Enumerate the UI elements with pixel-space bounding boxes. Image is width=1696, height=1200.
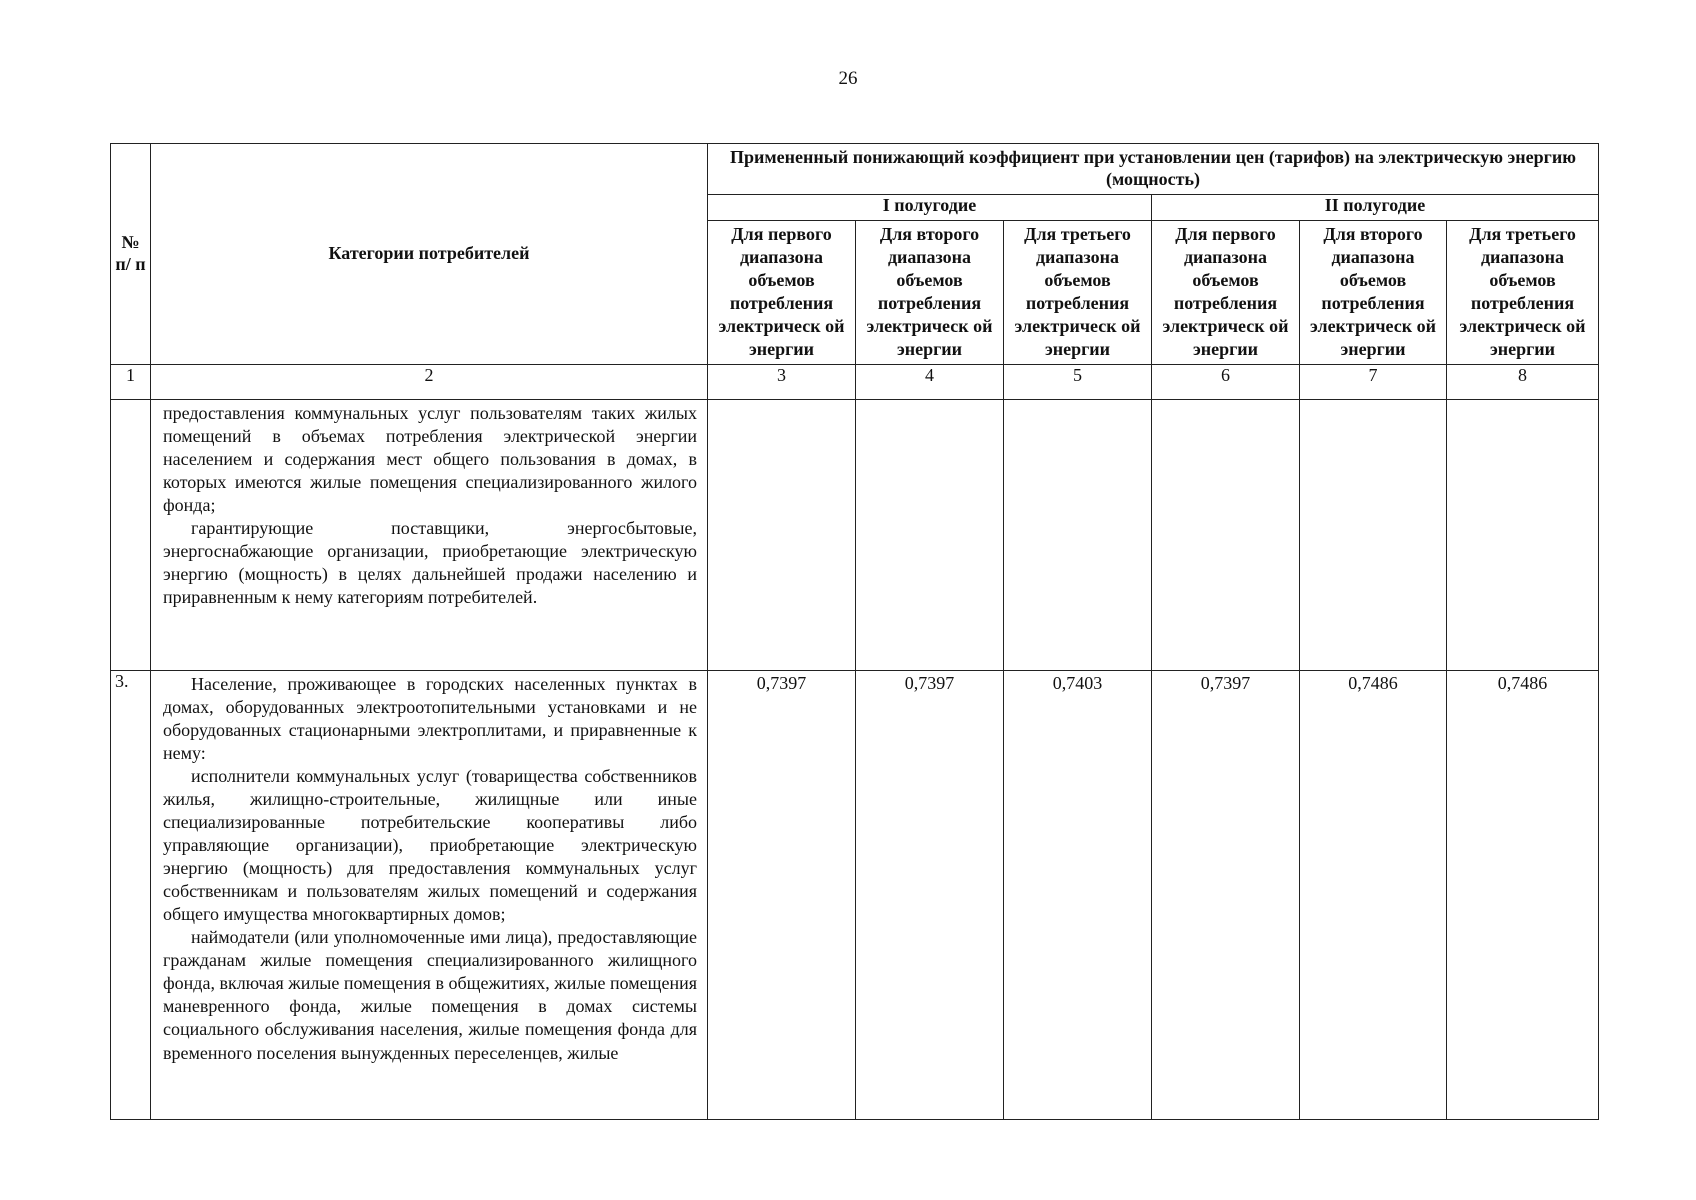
- category-text: [151, 400, 708, 671]
- value-cell-empty: [708, 400, 856, 671]
- page-number: 26: [838, 68, 858, 89]
- coefficient-value: 0,7397: [856, 671, 1004, 1120]
- value-cell-empty: [1447, 400, 1599, 671]
- header-range-2-h1: Для второго диапазона объемов потребления электрическ ой энергии: [856, 220, 1004, 364]
- coefficient-value: 0,7397: [1152, 671, 1300, 1120]
- column-number: 5: [1004, 365, 1152, 400]
- header-half-year-2: II полугодие: [1152, 194, 1599, 220]
- column-number: 7: [1300, 365, 1447, 400]
- coefficient-value: 0,7486: [1447, 671, 1599, 1120]
- header-range-2-h2: Для второго диапазона объемов потребления электрическ ой энергии: [1300, 220, 1447, 364]
- category-paragraph: исполнители коммунальных услуг (товарищества собственников жилья, жилищно-строительные, жилищные или иные специализированные потребительские кооперативы либо управляющие организации), приобретающие электрическую энергию (мощность) для предоставления коммунальных услуг собственникам и пользователям жилых помещений и содержания общего имущества многоквартирных домов;: [163, 766, 697, 925]
- value-cell-empty: [1004, 400, 1152, 671]
- column-number: 4: [856, 365, 1004, 400]
- header-range-1-h2: Для первого диапазона объемов потребления электрическ ой энергии: [1152, 220, 1300, 364]
- tariff-coefficients-table: [110, 143, 1599, 1120]
- value-cell-empty: [856, 400, 1004, 671]
- coefficient-value: 0,7397: [708, 671, 856, 1120]
- column-number: 1: [111, 365, 151, 400]
- category-paragraph: Население, проживающее в городских населенных пунктах в домах, оборудованных электроотопительными установками и не оборудованных стационарными электроплитами, и приравненные к нему:: [163, 674, 697, 764]
- header-range-1-h1: Для первого диапазона объемов потребления электрическ ой энергии: [708, 220, 856, 364]
- column-number: 8: [1447, 365, 1599, 400]
- category-paragraph: предоставления коммунальных услуг пользователям таких жилых помещений в объемах потребления электрической энергии населением и содержания мест общего пользования в домах, в которых имеются жилые помещения специализированного жилого фонда;: [163, 403, 697, 516]
- table-row-3: [111, 671, 1599, 1120]
- header-coefficient: Примененный понижающий коэффициент при установлении цен (тарифов) на электрическую энергию (мощность): [708, 144, 1599, 195]
- row-number-empty: [111, 400, 151, 671]
- coefficient-value: 0,7403: [1004, 671, 1152, 1120]
- category-paragraph: гарантирующие поставщики, энергосбытовые, энергоснабжающие организации, приобретающие электрическую энергию (мощность) в целях дальнейшей продажи населению и приравненным к нему категориям потребителей.: [163, 518, 697, 608]
- value-cell-empty: [1300, 400, 1447, 671]
- header-half-year-1: I полугодие: [708, 194, 1152, 220]
- header-category-column: Категории потребителей: [151, 144, 708, 365]
- column-number: 6: [1152, 365, 1300, 400]
- category-paragraph: наймодатели (или уполномоченные ими лица), предоставляющие гражданам жилые помещения специализированного жилищного фонда, включая жилые помещения в общежитиях, жилые помещения маневренного фонда, жилые помещения в домах системы социального обслуживания населения, жилые помещения фонда для временного поселения вынужденных переселенцев, жилые: [163, 927, 698, 1063]
- value-cell-empty: [1152, 400, 1300, 671]
- category-text: [151, 671, 708, 1120]
- column-numbers-row: [111, 365, 1599, 400]
- table-row-continuation: [111, 400, 1599, 671]
- header-range-3-h1: Для третьего диапазона объемов потребления электрическ ой энергии: [1004, 220, 1152, 364]
- column-number: 3: [708, 365, 856, 400]
- column-number: 2: [151, 365, 708, 400]
- row-number: 3.: [111, 671, 151, 1120]
- header-range-3-h2: Для третьего диапазона объемов потребления электрическ ой энергии: [1447, 220, 1599, 364]
- header-number-column: № п/ п: [111, 144, 151, 365]
- coefficient-value: 0,7486: [1300, 671, 1447, 1120]
